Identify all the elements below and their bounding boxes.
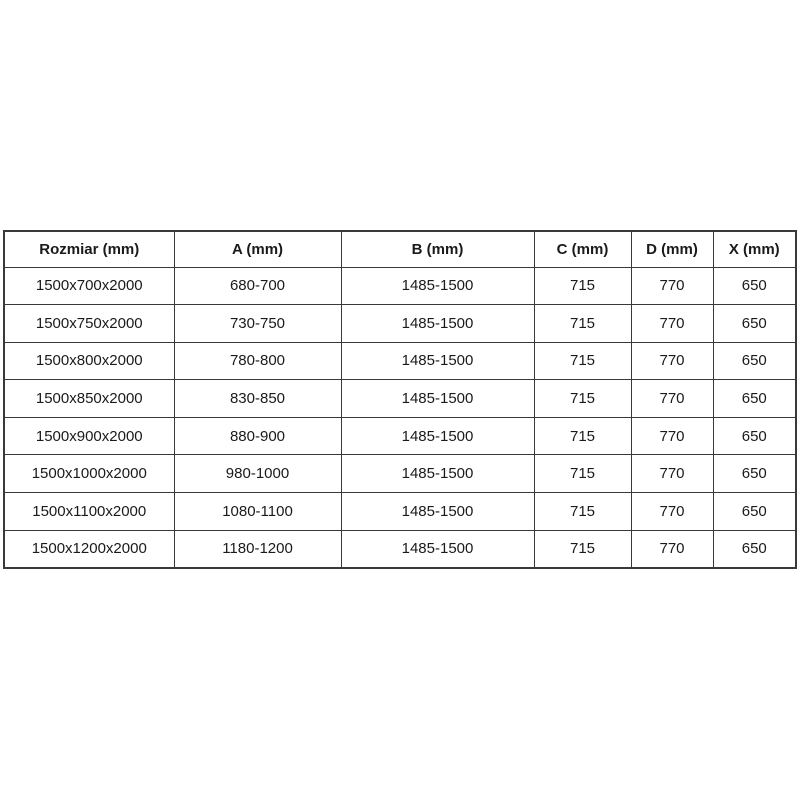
table-cell: 1485-1500 (341, 305, 534, 343)
table-cell: 1500x1200x2000 (4, 530, 174, 568)
spec-table-body (4, 267, 796, 568)
table-cell: 715 (534, 305, 631, 343)
column-header-5: X (mm) (713, 231, 796, 267)
table-cell: 1500x1000x2000 (4, 455, 174, 493)
table-cell: 715 (534, 455, 631, 493)
table-cell: 780-800 (174, 342, 341, 380)
table-cell: 1500x800x2000 (4, 342, 174, 380)
table-row (4, 305, 796, 343)
table-cell: 730-750 (174, 305, 341, 343)
table-cell: 1500x700x2000 (4, 267, 174, 305)
table-cell: 715 (534, 342, 631, 380)
table-cell: 715 (534, 493, 631, 531)
header-row (4, 231, 796, 267)
table-cell: 770 (631, 417, 713, 455)
table-cell: 715 (534, 380, 631, 418)
table-row (4, 455, 796, 493)
table-cell: 880-900 (174, 417, 341, 455)
table-cell: 650 (713, 530, 796, 568)
table-cell: 770 (631, 493, 713, 531)
column-header-2: B (mm) (341, 231, 534, 267)
table-row (4, 530, 796, 568)
table-cell: 770 (631, 267, 713, 305)
table-cell: 715 (534, 267, 631, 305)
table-cell: 1485-1500 (341, 417, 534, 455)
dimensions-spec-table (3, 230, 797, 569)
column-header-3: C (mm) (534, 231, 631, 267)
table-cell: 1180-1200 (174, 530, 341, 568)
table-cell: 770 (631, 455, 713, 493)
column-header-1: A (mm) (174, 231, 341, 267)
table-cell: 1485-1500 (341, 493, 534, 531)
table-cell: 715 (534, 530, 631, 568)
table-cell: 1080-1100 (174, 493, 341, 531)
table-cell: 680-700 (174, 267, 341, 305)
table-cell: 650 (713, 305, 796, 343)
column-header-0: Rozmiar (mm) (4, 231, 174, 267)
table-cell: 1485-1500 (341, 380, 534, 418)
table-cell: 1500x900x2000 (4, 417, 174, 455)
table-cell: 1485-1500 (341, 267, 534, 305)
table-cell: 1485-1500 (341, 530, 534, 568)
spec-table-header (4, 231, 796, 267)
table-row (4, 417, 796, 455)
table-row (4, 493, 796, 531)
table-cell: 650 (713, 417, 796, 455)
table-cell: 980-1000 (174, 455, 341, 493)
table-row (4, 267, 796, 305)
table-cell: 650 (713, 493, 796, 531)
table-cell: 715 (534, 417, 631, 455)
table-cell: 770 (631, 530, 713, 568)
table-cell: 770 (631, 380, 713, 418)
table-cell: 1485-1500 (341, 455, 534, 493)
table-row (4, 380, 796, 418)
table-row (4, 342, 796, 380)
table-cell: 1500x850x2000 (4, 380, 174, 418)
table-cell: 770 (631, 305, 713, 343)
table-cell: 650 (713, 342, 796, 380)
column-header-4: D (mm) (631, 231, 713, 267)
table-cell: 770 (631, 342, 713, 380)
table-cell: 650 (713, 267, 796, 305)
table-cell: 650 (713, 455, 796, 493)
table-cell: 1485-1500 (341, 342, 534, 380)
table-cell: 650 (713, 380, 796, 418)
table-cell: 1500x1100x2000 (4, 493, 174, 531)
table-cell: 830-850 (174, 380, 341, 418)
table-cell: 1500x750x2000 (4, 305, 174, 343)
